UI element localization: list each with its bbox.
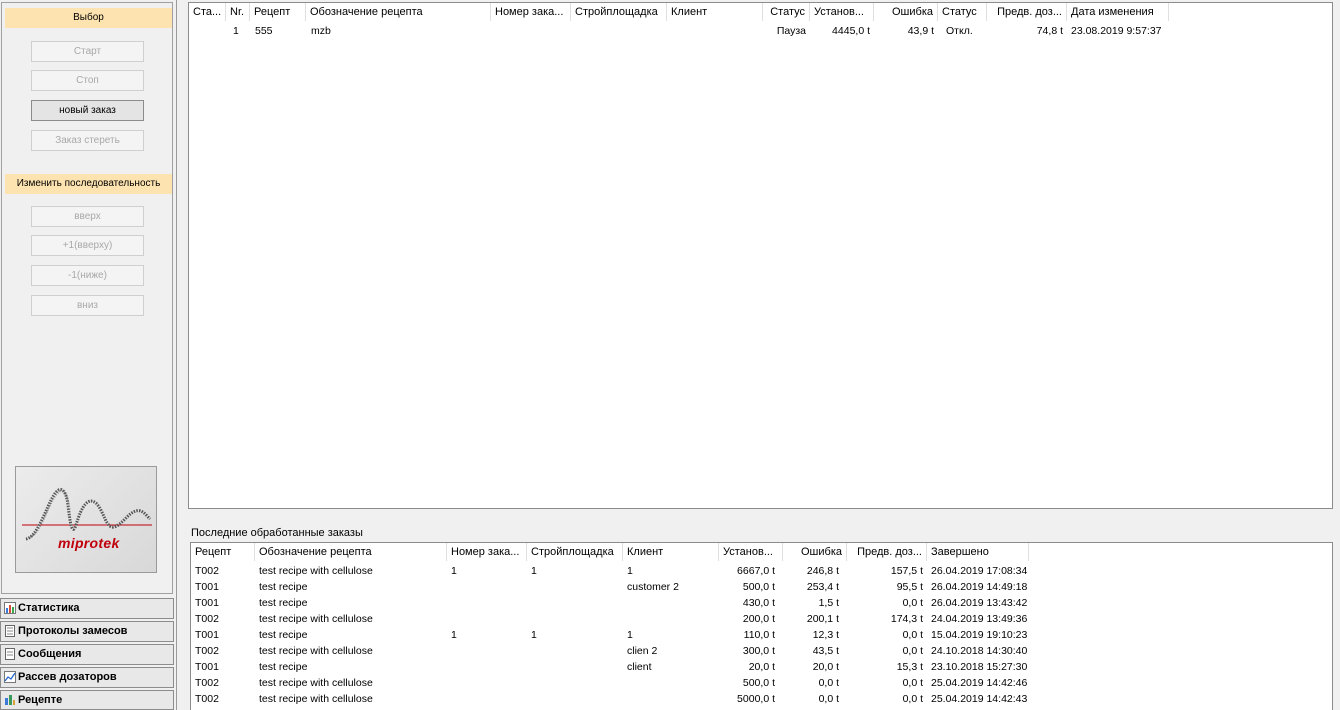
cell <box>447 659 527 675</box>
col-header[interactable]: Стройплощадка <box>527 543 623 561</box>
cell: test recipe with cellulose <box>259 693 373 705</box>
cell: 0,0 t <box>902 629 923 641</box>
table-row[interactable] <box>191 611 1332 627</box>
cell <box>623 611 719 627</box>
col-header[interactable]: Ста... <box>189 3 226 21</box>
cell: test recipe with cellulose <box>259 677 373 689</box>
cell: 300,0 t <box>742 645 775 657</box>
cell: 0,0 t <box>902 677 923 689</box>
move-down-one-button[interactable]: -1(ниже) <box>31 265 144 286</box>
cell: customer 2 <box>627 581 679 593</box>
cell: 43,5 t <box>812 645 839 657</box>
col-header[interactable]: Стройплощадка <box>571 3 667 21</box>
recipe-icon <box>4 694 16 706</box>
history-header <box>191 543 1332 561</box>
cell: 500,0 t <box>742 677 775 689</box>
cell: 26.04.2019 17:08:34 <box>931 565 1028 577</box>
nav-dosing[interactable] <box>0 667 174 688</box>
cell: test recipe with cellulose <box>259 645 373 657</box>
cell <box>571 23 667 39</box>
cell: 200,1 t <box>806 613 839 625</box>
cell: 25.04.2019 14:42:46 <box>931 677 1028 689</box>
move-up-one-button[interactable]: +1(вверху) <box>31 235 144 256</box>
cell: 253,4 t <box>806 581 839 593</box>
cell: 26.04.2019 13:43:42 <box>931 597 1028 609</box>
cell: 174,3 t <box>890 613 923 625</box>
cell: 200,0 t <box>742 613 775 625</box>
cell: T002 <box>195 613 219 625</box>
cell: Пауза <box>776 25 806 37</box>
col-header[interactable]: Nr. <box>226 3 250 21</box>
sidebar <box>0 0 176 710</box>
cell: T001 <box>195 661 219 673</box>
cell: 43,9 t <box>907 25 934 37</box>
table-row[interactable] <box>191 579 1332 595</box>
cell <box>189 23 226 39</box>
cell: 555 <box>255 25 273 37</box>
nav-protocols-label: Протоколы замесов <box>18 625 128 637</box>
cell: 95,5 t <box>896 581 923 593</box>
selection-header: Выбор <box>5 8 172 28</box>
cell: test recipe <box>259 581 308 593</box>
col-header[interactable]: Номер зака... <box>491 3 571 21</box>
col-header[interactable]: Рецепт <box>250 3 306 21</box>
cell: 1 <box>627 629 633 641</box>
nav-dosing-label: Рассев дозаторов <box>18 671 117 683</box>
col-header[interactable]: Статус <box>763 3 810 21</box>
sequence-header: Изменить последовательность <box>5 174 172 194</box>
nav-statistics-label: Статистика <box>18 602 80 614</box>
cell: 1 <box>451 629 457 641</box>
cell: test recipe with cellulose <box>259 613 373 625</box>
company-logo <box>15 466 157 573</box>
cell: 12,3 t <box>812 629 839 641</box>
table-row[interactable] <box>191 595 1332 611</box>
cell <box>527 643 623 659</box>
cell: 24.04.2019 13:49:36 <box>931 613 1028 625</box>
col-header[interactable]: Дата изменения <box>1067 3 1169 21</box>
table-row[interactable] <box>191 659 1332 675</box>
logo-graphic <box>16 467 157 573</box>
cell <box>447 643 527 659</box>
nav-recipes-label: Рецепте <box>18 694 63 706</box>
cell: 1 <box>233 25 239 37</box>
statistics-icon <box>4 602 16 614</box>
col-header[interactable]: Клиент <box>667 3 763 21</box>
cell: T001 <box>195 597 219 609</box>
cell: 15.04.2019 19:10:23 <box>931 629 1028 641</box>
cell <box>491 23 571 39</box>
cell: clien 2 <box>627 645 658 657</box>
cell: 1 <box>451 565 457 577</box>
cell: 23.08.2019 9:57:37 <box>1071 25 1162 37</box>
cell: T002 <box>195 645 219 657</box>
cell: T002 <box>195 693 219 705</box>
col-header[interactable]: Ошибка <box>783 543 847 561</box>
nav-recipes[interactable] <box>0 690 174 710</box>
col-header[interactable]: Ошибка <box>874 3 938 21</box>
cell: 1 <box>531 565 537 577</box>
messages-icon <box>4 648 16 660</box>
cell <box>447 691 527 707</box>
cell: 4445,0 t <box>832 25 870 37</box>
table-row[interactable] <box>191 563 1332 579</box>
cell <box>623 691 719 707</box>
cell: 157,5 t <box>890 565 923 577</box>
table-row[interactable] <box>191 627 1332 643</box>
cell: T002 <box>195 677 219 689</box>
cell: 1,5 t <box>818 597 839 609</box>
col-header[interactable]: Обозначение рецепта <box>255 543 447 561</box>
cell: test recipe <box>259 597 308 609</box>
cell: 0,0 t <box>902 645 923 657</box>
table-row[interactable] <box>191 691 1332 707</box>
cell: test recipe <box>259 661 308 673</box>
cell <box>623 675 719 691</box>
cell: T001 <box>195 581 219 593</box>
history-title: Последние обработанные заказы <box>191 527 363 539</box>
nav-messages[interactable] <box>0 644 174 665</box>
cell: 0,0 t <box>818 677 839 689</box>
cell: T001 <box>195 629 219 641</box>
cell: 25.04.2019 14:42:43 <box>931 693 1028 705</box>
cell <box>527 659 623 675</box>
cell: test recipe <box>259 629 308 641</box>
cell <box>447 579 527 595</box>
cell <box>527 691 623 707</box>
cell <box>527 675 623 691</box>
sidebar-divider[interactable] <box>176 0 177 710</box>
table-row[interactable] <box>191 643 1332 659</box>
cell: Откл. <box>946 25 973 37</box>
cell <box>527 579 623 595</box>
cell: 1 <box>531 629 537 641</box>
cell: client <box>627 661 652 673</box>
col-header[interactable]: Номер зака... <box>447 543 527 561</box>
cell: 430,0 t <box>742 597 775 609</box>
col-header[interactable]: Статус <box>938 3 987 21</box>
cell: 26.04.2019 14:49:18 <box>931 581 1028 593</box>
cell <box>667 23 763 39</box>
nav-statistics[interactable] <box>0 598 174 619</box>
cell: 0,0 t <box>902 693 923 705</box>
stop-button[interactable]: Стоп <box>31 70 144 91</box>
col-header[interactable]: Рецепт <box>191 543 255 561</box>
col-header[interactable]: Обозначение рецепта <box>306 3 491 21</box>
cell: 6667,0 t <box>737 565 775 577</box>
nav-messages-label: Сообщения <box>18 648 82 660</box>
cell: 246,8 t <box>806 565 839 577</box>
move-top-button[interactable]: вверх <box>31 206 144 227</box>
cell: 15,3 t <box>896 661 923 673</box>
col-header[interactable]: Установ... <box>719 543 783 561</box>
col-header[interactable]: Клиент <box>623 543 719 561</box>
col-header[interactable]: Предв. доз... <box>847 543 927 561</box>
dosing-icon <box>4 671 16 683</box>
nav-protocols[interactable] <box>0 621 174 642</box>
cell <box>447 675 527 691</box>
cell <box>447 611 527 627</box>
orders-table <box>188 2 1333 509</box>
cell: 20,0 t <box>812 661 839 673</box>
history-table <box>190 542 1333 710</box>
delete-order-button[interactable]: Заказ стереть <box>31 130 144 151</box>
protocols-icon <box>4 625 16 637</box>
cell <box>447 595 527 611</box>
logo-text: miprotek <box>58 535 120 551</box>
col-header[interactable]: Предв. доз... <box>987 3 1067 21</box>
new-order-button[interactable]: новый заказ <box>31 100 144 121</box>
cell: test recipe with cellulose <box>259 565 373 577</box>
start-button[interactable]: Старт <box>31 41 144 62</box>
cell <box>527 595 623 611</box>
cell: 24.10.2018 14:30:40 <box>931 645 1028 657</box>
col-header[interactable]: Установ... <box>810 3 874 21</box>
cell: 0,0 t <box>902 597 923 609</box>
cell <box>623 595 719 611</box>
orders-header <box>189 3 1332 21</box>
cell: 1 <box>627 565 633 577</box>
cell: 110,0 t <box>743 629 775 641</box>
cell <box>527 611 623 627</box>
cell: 5000,0 t <box>737 693 775 705</box>
table-row[interactable] <box>191 675 1332 691</box>
cell: 23.10.2018 15:27:30 <box>931 661 1028 673</box>
table-row[interactable] <box>189 23 1332 39</box>
cell: 20,0 t <box>748 661 775 673</box>
cell: T002 <box>195 565 219 577</box>
cell: 500,0 t <box>742 581 775 593</box>
cell: 74,8 t <box>1036 25 1063 37</box>
cell: mzb <box>311 25 331 37</box>
col-header[interactable]: Завершено <box>927 543 1029 561</box>
move-bottom-button[interactable]: вниз <box>31 295 144 316</box>
cell: 0,0 t <box>818 693 839 705</box>
